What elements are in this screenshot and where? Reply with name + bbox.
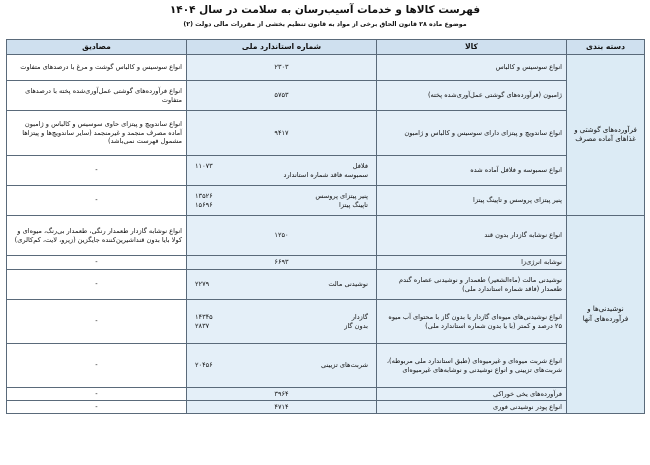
kala-cell: فرآورده‌های یخی خوراکی <box>377 388 567 401</box>
standard-sub-number: ۲۰۴۵۶ <box>195 361 213 370</box>
examples-cell: - <box>7 270 187 300</box>
standard-cell <box>187 186 377 216</box>
standard-sub-label: نوشیدنی مالت <box>328 280 368 289</box>
standard-sub-number: ۲۸۳۷ <box>195 321 210 330</box>
kala-cell: انواع سمبوسه و فلافل آماده شده <box>377 156 567 186</box>
table-row <box>7 300 645 344</box>
standard-sub-number: ۱۴۳۴۵ <box>195 312 213 321</box>
kala-cell: انواع شربت میوه‌ای و غیرمیوه‌ای (طبق استاندارد ملی مربوطه)، شربت‌های تزیینی و انواع نوشیدنی و نوشابه‌های غیرمیوه‌ای <box>377 344 567 388</box>
standard-cell: ۲۳۰۳ <box>187 55 377 81</box>
products-table <box>6 39 645 414</box>
kala-cell: انواع پودر نوشیدنی فوری <box>377 401 567 414</box>
table-row <box>7 111 645 156</box>
standard-sub-item <box>191 280 372 289</box>
kala-cell: نوشابه انرژی‌زا <box>377 256 567 270</box>
examples-cell: - <box>7 256 187 270</box>
table-row <box>7 256 645 270</box>
standard-sub-label: تاپینگ پیتزا <box>339 200 368 209</box>
kala-cell: انواع ساندویچ و پیتزای دارای سوسیس و کالباس و ژامبون <box>377 111 567 156</box>
standard-sub-label: فلافل <box>352 161 368 170</box>
kala-cell: ژامبون (فرآورده‌های گوشتی عمل‌آوری‌شده پخته) <box>377 81 567 111</box>
table-row <box>7 216 645 256</box>
table-row <box>7 55 645 81</box>
kala-cell: انواع نوشابه گازدار بدون قند <box>377 216 567 256</box>
standard-cell <box>187 344 377 388</box>
standard-sub-item <box>191 171 372 180</box>
examples-cell: - <box>7 300 187 344</box>
examples-cell: - <box>7 156 187 186</box>
standard-cell <box>187 156 377 186</box>
standard-sub-label: پنیر پیتزای پروسس <box>315 191 368 200</box>
table-row <box>7 270 645 300</box>
examples-cell: - <box>7 401 187 414</box>
standard-sub-number: ۱۵۶۹۶ <box>195 200 213 209</box>
table-row <box>7 81 645 111</box>
standard-sub-number: ۲۲۷۹ <box>195 280 210 289</box>
header-kala: کالا <box>377 40 567 55</box>
examples-cell: انواع ساندویچ و پیتزای حاوی سوسیس و کالباس و ژامبون آماده مصرف منجمد و غیرمنجمد (سایر ساندویچ‌ها و پیتزاها مشمول فهرست نمی‌باشد) <box>7 111 187 156</box>
page-title: فهرست کالاها و خدمات آسیب‌رسان به سلامت در سال ۱۴۰۴ <box>169 4 481 16</box>
table-row <box>7 388 645 401</box>
examples-cell: انواع سوسیس و کالباس گوشت و مرغ با درصدهای متفاوت <box>7 55 187 81</box>
standard-sub-number: ۱۱۰۷۳ <box>195 161 213 170</box>
standard-cell <box>187 270 377 300</box>
category-meat-products: فرآورده‌های گوشتی و غذاهای آماده مصرف <box>567 55 645 216</box>
kala-cell: پنیر پیتزای پروسس و تاپینگ پیتزا <box>377 186 567 216</box>
examples-cell: انواع نوشابه گازدار طعمدار رنگی، طعمدار بی‌رنگ، میوه‌ای و کولا بایا بدون قند‌اشیرین‌کننده جایگزین (زیرو، لایت، کم‌کالری) <box>7 216 187 256</box>
standard-sub-label: سمبوسه فاقد شماره استاندارد <box>283 170 368 179</box>
standard-cell: ۱۲۵۰ <box>187 216 377 256</box>
standard-cell: ۴۷۱۴ <box>187 401 377 414</box>
standard-sub-label: شربت‌های تزیینی <box>321 361 368 370</box>
standard-sub-label: گازدار <box>351 312 368 321</box>
standard-sub-label: بدون گاز <box>344 321 368 330</box>
table-row <box>7 186 645 216</box>
page-subtitle: موضوع ماده ۲۸ قانون الحاق برخی از مواد به قانون تنظیم بخشی از مقررات مالی دولت (۲) <box>183 21 467 28</box>
standard-sub-item <box>191 313 372 322</box>
table-header-row <box>7 40 645 55</box>
standard-cell: ۳۹۶۴ <box>187 388 377 401</box>
category-beverages: نوشیدنی‌ها و فرآورده‌های آنها <box>567 216 645 414</box>
standard-sub-item <box>191 192 372 201</box>
kala-cell: انواع نوشیدنی‌های میوه‌ای گازدار یا بدون گاز با محتوای آب میوه ۲۵ درصد و کمتر (با یا بدون شماره استاندارد ملی) <box>377 300 567 344</box>
header-standard: شماره استاندارد ملی <box>187 40 377 55</box>
standard-cell: ۹۴۱۷ <box>187 111 377 156</box>
standard-cell <box>187 300 377 344</box>
examples-cell: انواع فرآورده‌های گوشتی عمل‌آوری‌شده پخته با درصدهای متفاوت <box>7 81 187 111</box>
kala-cell: نوشیدنی مالت (ماءالشعیر) طعمدار و نوشیدنی عصاره گندم طعمدار (فاقد شماره استاندارد ملی) <box>377 270 567 300</box>
table-row <box>7 344 645 388</box>
standard-sub-number: ۱۳۵۲۶ <box>195 191 213 200</box>
standard-sub-item <box>191 201 372 210</box>
standard-sub-item <box>191 322 372 331</box>
standard-cell: ۵۷۵۳ <box>187 81 377 111</box>
examples-cell: - <box>7 344 187 388</box>
standard-sub-item <box>191 162 372 171</box>
header-examples: مصادیق <box>7 40 187 55</box>
kala-cell: انواع سوسیس و کالباس <box>377 55 567 81</box>
table-row <box>7 156 645 186</box>
table-row <box>7 401 645 414</box>
header-category: دسته بندی <box>567 40 645 55</box>
examples-cell: - <box>7 388 187 401</box>
standard-sub-item <box>191 361 372 370</box>
standard-cell: ۶۶۹۳ <box>187 256 377 270</box>
examples-cell: - <box>7 186 187 216</box>
